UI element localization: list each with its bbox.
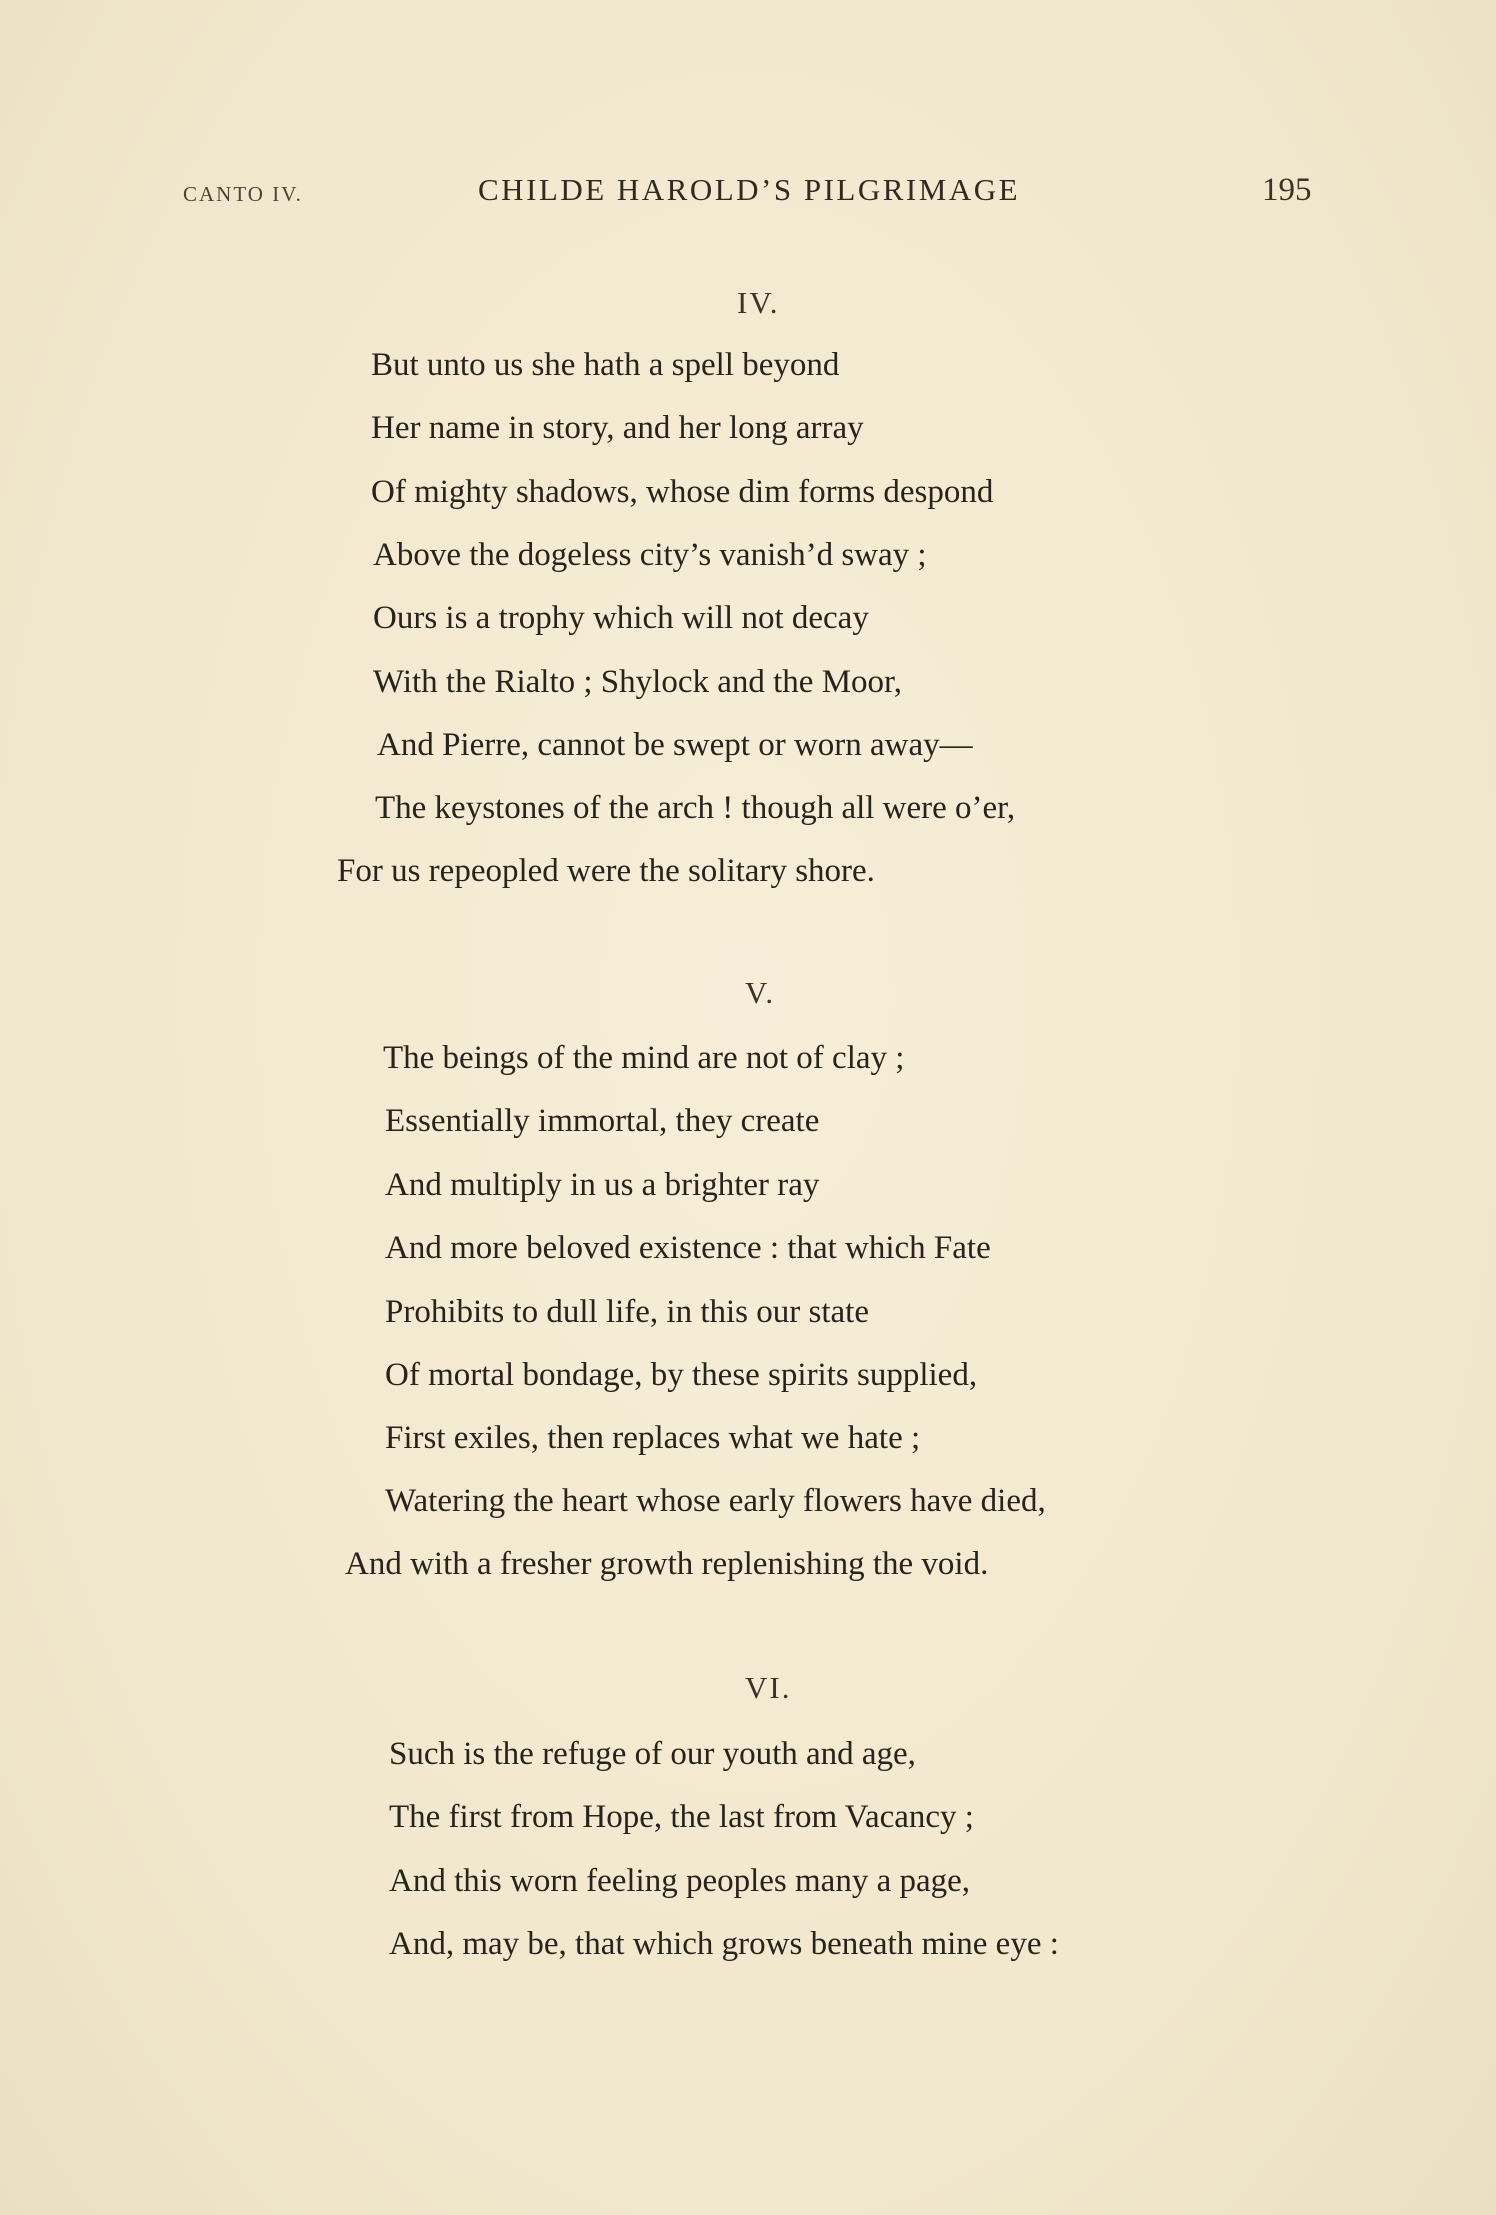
verse-line: Of mortal bondage, by these spirits supplied, [385,1357,978,1393]
verse-line: And more beloved existence : that which Fate [385,1230,991,1266]
verse-line: Essentially immortal, they create [385,1103,820,1139]
verse-line: For us repeopled were the solitary shore. [337,853,875,889]
stanza-number: VI. [745,1670,792,1705]
verse-line: Ours is a trophy which will not decay [373,600,869,636]
verse-line: And Pierre, cannot be swept or worn away— [377,727,973,763]
stanza-number: V. [745,975,776,1010]
verse-line: Such is the refuge of our youth and age, [389,1736,916,1772]
verse-line: The first from Hope, the last from Vacancy ; [389,1799,974,1835]
page-number: 195 [1262,172,1312,208]
verse-line: Above the dogeless city’s vanish’d sway ; [373,537,927,573]
verse-line: The keystones of the arch ! though all were o’er, [375,790,1016,826]
verse-line: The beings of the mind are not of clay ; [383,1040,905,1076]
verse-line: Of mighty shadows, whose dim forms despond [371,474,994,510]
canto-label: CANTO IV. [183,182,303,206]
verse-line: But unto us she hath a spell beyond [371,347,840,383]
stanza-number: IV. [737,285,780,320]
verse-line: And this worn feeling peoples many a page, [389,1863,971,1899]
verse-line: And, may be, that which grows beneath mine eye : [389,1926,1059,1962]
verse-line: And multiply in us a brighter ray [385,1167,820,1203]
running-head [0,172,1496,216]
verse-line: Watering the heart whose early flowers have died, [385,1483,1046,1519]
verse-line: With the Rialto ; Shylock and the Moor, [373,664,902,700]
verse-line: First exiles, then replaces what we hate ; [385,1420,921,1456]
book-title: CHILDE HAROLD’S PILGRIMAGE [478,172,1021,207]
verse-line: And with a fresher growth replenishing the void. [345,1546,989,1582]
verse-line: Prohibits to dull life, in this our state [385,1294,869,1330]
verse-line: Her name in story, and her long array [371,410,864,446]
